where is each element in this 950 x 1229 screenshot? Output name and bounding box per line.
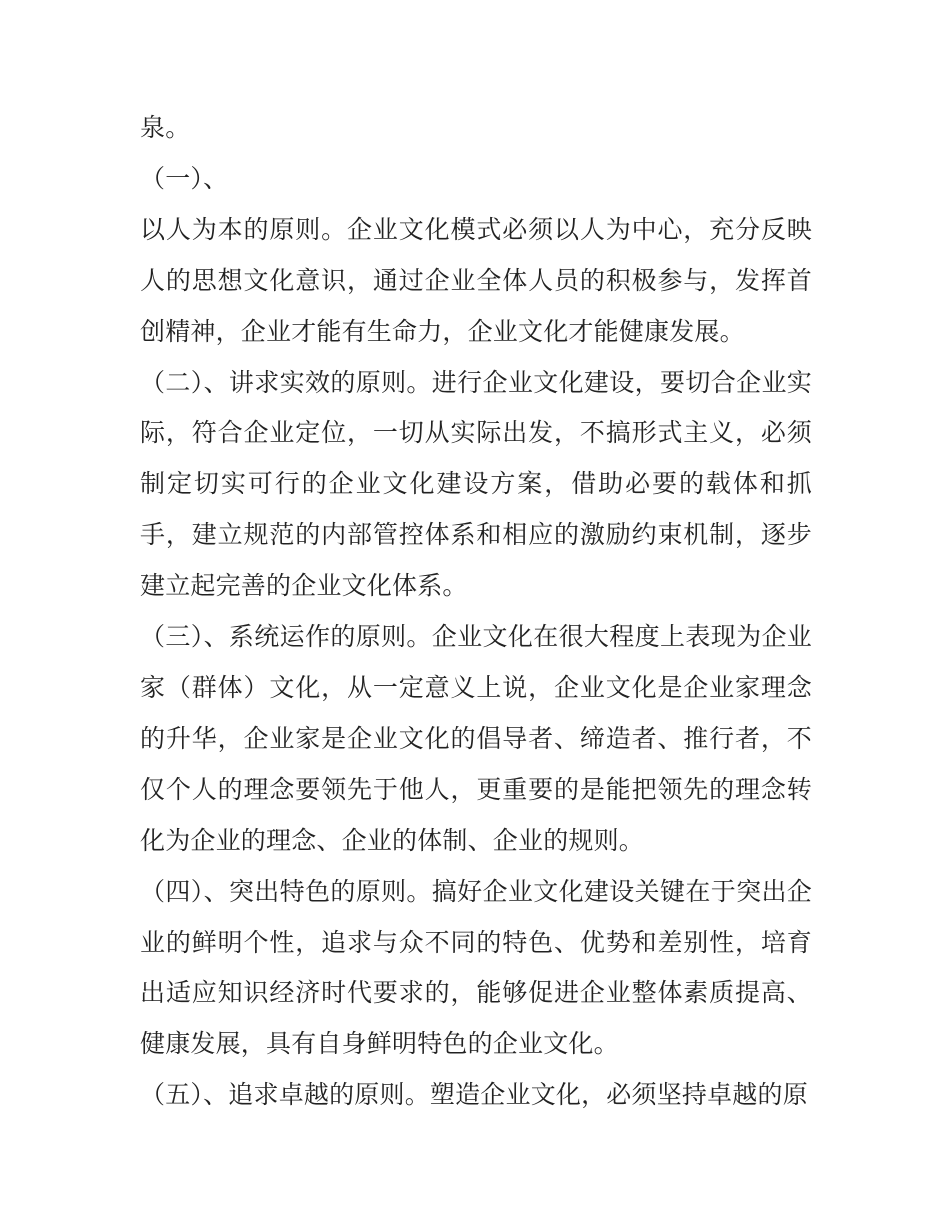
paragraph-principle-2: （二）、讲求实效的原则。进行企业文化建设，要切合企业实际，符合企业定位，一切从实际出发，不搞形式主义，必须制定切实可行的企业文化建设方案，借助必要的载体和抓手，建立规范的内部管控体系和相应的激励约束机制，逐步建立起完善的企业文化体系。 [140,367,812,601]
paragraph-heading-1: （一）、 [140,163,229,193]
document-body [140,103,812,1121]
paragraph-principle-4: （四）、突出特色的原则。搞好企业文化建设关键在于突出企业的鲜明个性，追求与众不同的特色、优势和差别性，培育出适应知识经济时代要求的，能够促进企业整体素质提高、健康发展，具有自身鲜明特色的企业文化。 [140,876,812,1059]
paragraph-principle-3: （三）、系统运作的原则。企业文化在很大程度上表现为企业家（群体）文化，从一定意义上说，企业文化是企业家理念的升华，企业家是企业文化的倡导者、缔造者、推行者，不仅个人的理念要领先于他人，更重要的是能把领先的理念转化为企业的理念、企业的体制、企业的规则。 [140,622,812,855]
paragraph-principle-1: 以人为本的原则。企业文化模式必须以人为中心，充分反映人的思想文化意识，通过企业全体人员的积极参与，发挥首创精神，企业才能有生命力，企业文化才能健康发展。 [140,214,812,346]
paragraph-principle-5: （五）、追求卓越的原则。塑造企业文化，必须坚持卓越的原 [140,1080,808,1110]
paragraph-continuation: 泉。 [140,113,191,142]
